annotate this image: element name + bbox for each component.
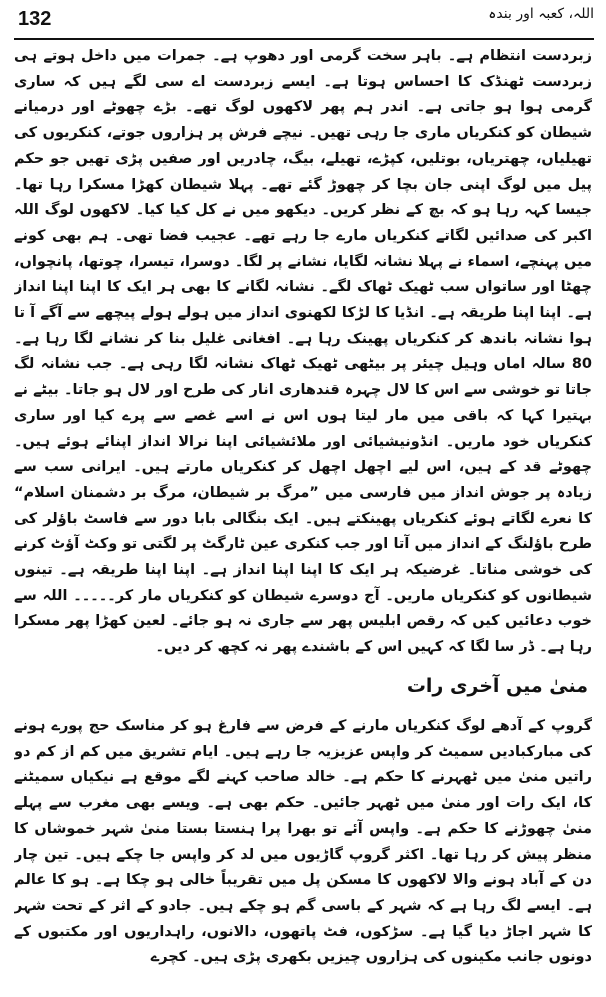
page-number: 132 bbox=[18, 8, 52, 30]
section-heading: منیٰ میں آخری رات bbox=[406, 675, 588, 697]
running-title: اللہ، کعبہ اور بندہ bbox=[488, 6, 594, 22]
header-divider bbox=[14, 38, 594, 40]
paragraph-text: گروپ کے آدھے لوگ کنکریاں مارنے کے فرض سے فارغ ہو کر مناسک حج پورے ہونے کی مبارکبادیں سمیٹ کر واپس عزیزیہ جا رہے ہیں۔ ایام تشریق میں کم از کم دو راتیں منیٰ میں ٹھہرنے کا حکم ہے۔ خالد صاحب کہنے لگے موقع ہے نیکیاں سمیٹنے کا، ایک رات اور منیٰ میں ٹھہر جائیں۔ حکم بھی ہے۔ ویسے بھی مغرب سے پہلے منیٰ چھوڑنے کا حکم ہے۔ واپس آئے تو بھرا پرا ہنستا بستا منیٰ شہر خموشاں کا منظر پیش کر رہا تھا۔ اکثر گروپ گاڑیوں میں لد کر واپس جا چکے ہیں۔ تین چار دن کے آباد ہونے والا لاکھوں کا مسکن پل میں تقریباً خالی ہو چکا ہے۔ ہو کا عالم ہے۔ ایسے لگ رہا ہے کہ شہر کے باسی گم ہو چکے ہیں۔ جادو کے اثر کے تحت شہر کا شہر اجاڑ دیا گیا ہے۔ سڑکوں، فٹ پاتھوں، دالانوں، راہداریوں اور مکتبوں کے دونوں جانب مکینوں کی ہزاروں چیزیں بکھری پڑی ہیں۔ کچرے bbox=[14, 718, 592, 966]
page-header bbox=[18, 6, 594, 36]
body-paragraph-1 bbox=[14, 44, 592, 656]
paragraph-text: زبردست انتظام ہے۔ باہر سخت گرمی اور دھوپ ہے۔ جمرات میں داخل ہوتے ہی زبردست ٹھنڈک کا احساس ہوتا ہے۔ ایسے زبردست اے سی لگے ہیں کہ ساری گرمی ہوا ہو جاتی ہے۔ اندر ہم پھر لاکھوں لوگ تھے۔ بڑے چھوٹے اور درمیانے شیطان کو کنکریاں ماری جا رہی تھیں۔ نیچے فرش پر ہزاروں جوتے، کنکریوں کی تھیلیاں، چھتریاں، بوتلیں، کپڑے، تھیلے، بیگ، چادریں اور صفیں پڑی تھیں جو حکم پیل میں لوگ اپنی جان بچا کر چھوڑ گئے تھے۔ پہلا شیطان کھڑا مسکرا رہا تھا۔ جیسا کہہ رہا ہو کہ بچ کے نظر کریں۔ دیکھو میں نے کل کیا کیا۔ لاکھوں لوگ اللہ اکبر کی صدائیں لگاتے کنکریاں مارے جا رہے تھے۔ عجیب فضا تھی۔ ہم بھی کونے میں پہنچے، اسماء نے پہلا نشانہ لگایا، نشانے پر لگا۔ دوسرا، تیسرا، چوتھا، پانچواں، چھٹا اور ساتواں سب ٹھیک ٹھاک لگے۔ نشانہ لگانے کا بھی ہر ایک کا اپنا اپنا انداز ہے۔ اپنا اپنا طریقہ ہے۔ انڈیا کا لڑکا لکھنوی انداز میں ہولے ہولے پیچھے سے آگے آ تا ہوا نشانہ باندھ کر کنکریاں پھینک رہا ہے۔ افغانی غلیل بنا کر نشانے لگا رہا ہے۔ 80 سالہ اماں وہیل چیئر پر بیٹھی ٹھیک ٹھاک نشانہ لگا رہی ہے۔ جب نشانہ لگ جاتا تو خوشی سے اس کا لال چہرہ قندھاری انار کی طرح اور لال ہو جاتا۔ بیٹے نے بہتیرا کہا کہ باقی میں مار لیتا ہوں اس نے اسے غصے سے پرے کیا اور ساری کنکریاں خود ماریں۔ انڈونیشیائی اور ملائشیائی اپنا نرالا انداز اپنائے ہوئے ہیں۔ چھوٹے قد کے ہیں، اس لیے اچھل اچھل کر کنکریاں مارتے ہیں۔ ایرانی سب سے زیادہ پر جوش انداز میں فارسی میں ”مرگ بر شیطان، مرگ بر دشمنان اسلام“ کا نعرے لگاتے ہوئے کنکریاں پھینکتے ہیں۔ ایک بنگالی بابا دور سے فاسٹ باؤلر کی طرح باؤلنگ کے انداز میں آتا اور جب کنکری عین ٹارگٹ پر لگتی تو وکٹ آؤٹ کرنے کی خوشی مناتا۔ غرضیکہ ہر ایک کا اپنا اپنا انداز ہے۔ اپنا اپنا طریقہ ہے۔ تینوں شیطانوں کو کنکریاں ماریں۔ آج دوسرے شیطان کو کنکریاں مار کر۔۔۔۔۔ اللہ سے خوب دعائیں کیں کہ رقص ابلیس پھر سے جاری نہ ہو جائے۔ لعین کھڑا پھر مسکرا رہا ہے۔ ڈر سا لگا کہ کہیں اس کے باشندے پھر نہ کچھ کر دیں۔ bbox=[14, 48, 592, 656]
body-paragraph-2 bbox=[14, 714, 592, 990]
